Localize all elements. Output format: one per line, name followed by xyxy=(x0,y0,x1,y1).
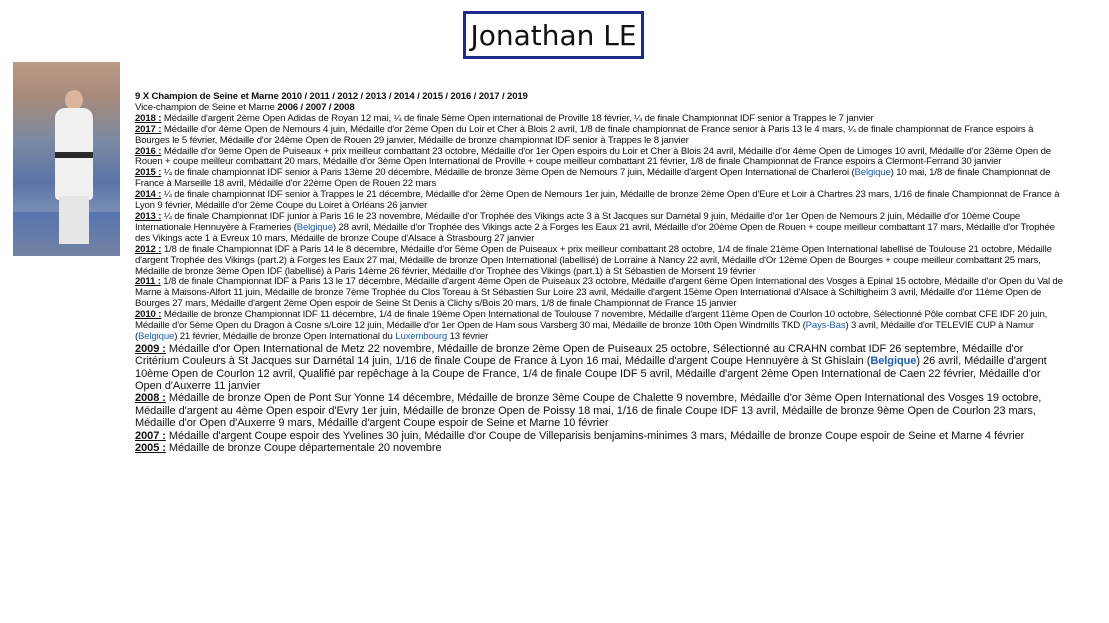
entry-2018: 2018 : Médaille d'argent 2ème Open Adidas de Royan 12 mai, ¼ de finale 5ème Open international de Proville 18 février, ¼ de finale Championnat IDF senior à Trappes le 7 janvier xyxy=(135,112,874,124)
entry-2008: 2008 : Médaille de bronze Open de Pont Sur Yonne 14 décembre, Médaille de bronze 3ème Coupe de Chalette 9 novembre, Médaille d'or 3ème Open International des Vosges 19 octobre, Médaille d'argent au 4ème Open espoir d'Evry 1er juin, Médaille de bronze Open de Poissy 18 mai, 1/16 de finale Coupe IDF 13 avril, Médaille de bronze 9ème Open de Courlon 23 mars, Médaille d'or Open d'Auxerre 9 mars, Médaille d'argent Coupe espoir de Seine et Marne 10 février xyxy=(135,392,1042,430)
year-label: 2007 : xyxy=(135,429,166,442)
name-title: Jonathan LE xyxy=(470,18,637,52)
year-label: 2009 : xyxy=(135,342,166,355)
year-label: 2013 : xyxy=(135,210,162,222)
entry-2016: 2016 : Médaille d'or 9ème Open de Puiseaux + prix meilleur combattant 23 octobre, Médaille d'or 1er Open espoirs du Loir et Cher à Blois 24 avril, Médaille d'or 4ème Open de Limoges 10 avril, Médaille d'or 23ème Open de Rouen + coupe meilleur combattant 20 mars, Médaille d'or 3ème Open International de Proville + coupe meilleur combattant 21 février, 1/8 de finale Championnat de France espoirs à Clermont-Ferrand 30 janvier xyxy=(135,145,1051,168)
year-label: 2008 : xyxy=(135,392,166,405)
country-luxembourg: Luxembourg xyxy=(395,330,448,342)
entry-2017: 2017 : Médaille d'or 4ème Open de Nemours 4 juin, Médaille d'or 2ème Open du Loir et Cher à Blois 2 avril, 1/8 de finale championnat de France senior à Paris 13 le 4 mars, ¼ de finale championnat de France espoirs à Bourges le 5 février, Médaille d'or 24ème Open de Rouen 29 janvier, Médaille de bronze championnat IDF senior à Trappes le 8 janvier xyxy=(135,123,1034,146)
country-belgique: Belgique xyxy=(138,330,175,342)
entry-2014: 2014 : ¼ de finale championnat IDF senior à Trappes le 21 décembre, Médaille d'or 2ème Open de Nemours 1er juin, Médaille de bronze 2ème Open d'Eure et Loir à Chartres 23 mars, 1/16 de finale Championnat de France à Lyon 9 février, Médaille d'or 2ème Coupe du Loiret à Orléans 26 janvier xyxy=(135,189,1060,212)
vice-champion-line: Vice-champion de Seine et Marne 2006 / 2007 / 2008 xyxy=(135,101,355,113)
entry-2010: 2010 : Médaille de bronze Championnat IDF 11 décembre, 1/4 de finale 19ème Open International de Toulouse 7 novembre, Médaille d'argent 11ème Open de Courlon 10 octobre, Sélectionné Pôle combat CFE IDF 20 juin, Médaille d'or 5ème Open du Dragon à Cosne s/Loire 12 juin, Médaille d'or 1er Open de Ham sous Varsberg 30 mai, Médaille de bronze 10th Open Windmills TKD (Pays-Bas) 3 avril, Médaille d'or TELEVIE CUP à Namur (Belgique) 21 février, Médaille de bronze Open International du Luxembourg 13 février xyxy=(135,309,1048,342)
year-label: 2005 : xyxy=(135,442,166,455)
entry-2011: 2011 : 1/8 de finale Championnat IDF à Paris 13 le 17 décembre, Médaille d'argent 4ème Open de Puiseaux 23 octobre, Médaille d'argent 6ème Open International des Vosges à Epinal 15 octobre, Médaille d'or Open du Val de Marne à Maisons-Alfort 11 juin, Médaille de bronze 7ème Trophée du Clos Toreau à St Sébastien Sur Loire 23 avril, Médaille d'argent 15ème Open International d'Alsace à Schiltigheim 3 avril, Médaille d'or 11ème Open de Bourges 27 mars, Médaille d'argent 2ème Open espoir de Seine St Denis à Clichy s/Bois 20 mars, 1/8 de finale Championnat de France 15 janvier xyxy=(135,276,1063,310)
country-pays-bas: Pays-Bas xyxy=(805,320,846,332)
entry-2015: 2015 : ¼ de finale championnat IDF senior à Paris 13ème 20 décembre, Médaille de bronze 3ème Open de Nemours 7 juin, Médaille d'argent Open International de Charleroi (Belgique) 10 mai, 1/8 de finale Championnat de France à Marseille 18 avril, Médaille d'or 22ème Open de Rouen 22 mars xyxy=(135,167,1051,190)
year-label: 2017 : xyxy=(135,123,162,135)
country-belgique: Belgique xyxy=(296,221,333,233)
year-label: 2015 : xyxy=(135,167,162,179)
entry-2009: 2009 : Médaille d'or Open International de Metz 22 novembre, Médaille de bronze 2ème Open de Puiseaux 25 octobre, Sélectionné au CRAHN combat IDF 26 septembre, Médaille d'or Critérium Couleurs à St Jacques sur Darnétal 14 juin, 1/16 de finale Coupe de France à Lyon 16 mai, Médaille d'argent Coupe Hennuyère à St Ghislain (Belgique) 26 avril, Médaille d'argent 10ème Open de Courlon 12 avril, Qualifié par repêchage à la Coupe de France, 1/4 de finale Coupe IDF 5 avril, Médaille d'argent 2ème Open International de Caen 22 février, Médaille d'or Open d'Auxerre 11 janvier xyxy=(135,342,1047,393)
year-label: 2016 : xyxy=(135,145,162,157)
country-belgique: Belgique xyxy=(854,167,891,179)
athlete-photo xyxy=(13,62,120,256)
photo-figure-belt xyxy=(55,152,93,158)
year-label: 2012 : xyxy=(135,243,162,255)
entry-2007: 2007 : Médaille d'argent Coupe espoir des Yvelines 30 juin, Médaille d'or Coupe de Villeparisis benjamins-minimes 3 mars, Médaille de bronze Coupe espoir de Seine et Marne 4 février xyxy=(135,429,1025,442)
photo-figure-legs xyxy=(59,196,89,244)
year-label: 2018 : xyxy=(135,112,162,124)
photo-figure-head xyxy=(65,90,83,110)
entry-2013: 2013 : ¼ de finale Championnat IDF junior à Paris 16 le 23 novembre, Médaille d'or Trophée des Vikings acte 3 à St Jacques sur Darnétal 9 juin, Médaille d'or 1er Open de Nemours 2 juin, Médaille d'or 10ème Coupe Internationale Hennuyère à Frameries (Belgique) 28 avril, Médaille d'or Trophée des Vikings acte 2 à Forges les Eaux 21 avril, Médaille d'or 20ème Open de Rouen + coupe meilleur combattant 17 mars, Médaille d'or Trophée des Vikings acte 1 à Evreux 10 mars, Médaille de bronze Coupe d'Alsace à Strasbourg 27 janvier xyxy=(135,210,1055,244)
year-label: 2014 : xyxy=(135,189,162,201)
year-label: 2010 : xyxy=(135,309,162,321)
name-title-box xyxy=(463,11,644,59)
entry-2012: 2012 : 1/8 de finale Championnat IDF à Paris 14 le 8 décembre, Médaille d'or 5ème Open de Puiseaux + prix meilleur combattant 28 octobre, 1/4 de finale 21ème Open International labellisé de Toulouse 21 octobre, Médaille d'argent Trophée des Vikings (part.2) à Forges les Eaux 27 mai, Médaille de bronze Open International (labellisé) de Lorraine à Nancy 22 avril, Médaille d'Or 12ème Open de Bourges + coupe meilleur combattant 25 mars, Médaille de bronze 3ème Open IDF (labellisé) à Paris 14ème 26 février, Médaille d'or Trophée des Vikings (part.1) à St Sébastien de Morsent 19 février xyxy=(135,243,1052,277)
year-label: 2011 : xyxy=(135,276,161,288)
entry-2005: 2005 : Médaille de bronze Coupe départementale 20 novembre xyxy=(135,442,442,455)
country-belgique: Belgique xyxy=(870,355,917,368)
champion-line: 9 X Champion de Seine et Marne 2010 / 2011 / 2012 / 2013 / 2014 / 2015 / 2016 / 2017 / 2019 xyxy=(135,91,528,102)
palmares-list xyxy=(135,92,1069,455)
